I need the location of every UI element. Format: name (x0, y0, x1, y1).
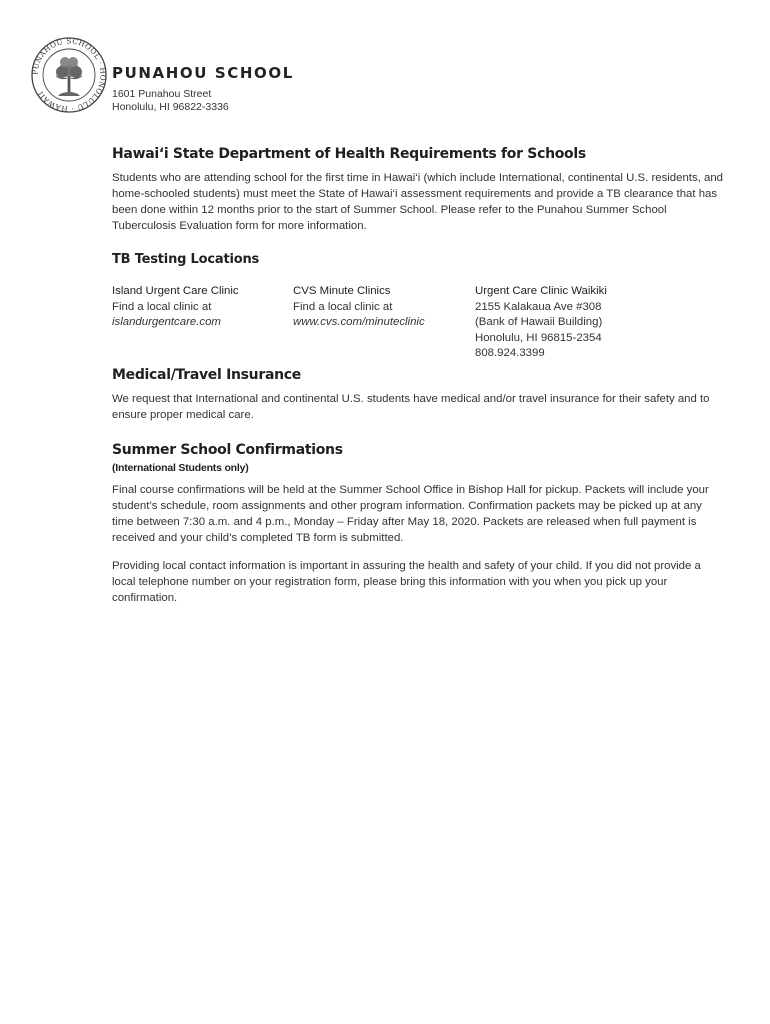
health-requirements-heading: Hawai‘i State Department of Health Requirements for Schools (112, 146, 586, 162)
clinic-city: Honolulu, HI 96815-2354 (475, 331, 602, 344)
confirmations-body-2: Providing local contact information is important in assuring the health and safety of your child. If you did not provide a local telephone number on your registration form, please bring this information with you when you pick up your confirmation. (112, 560, 701, 604)
address-line-1: 1601 Punahou Street (112, 88, 212, 100)
address-line-2: Honolulu, HI 96822-3336 (112, 101, 229, 113)
insurance-heading: Medical/Travel Insurance (112, 367, 301, 383)
clinic-cvs-minute (293, 284, 425, 331)
health-requirements-body: Students who are attending school for the first time in Hawai‘i (which include International, continental U.S. residents, and home-schooled students) must meet the State of Hawai‘i assessment requirements and provide a TB clearance that has been done within 12 months prior to the start of Summer School. Please refer to the Punahou Summer School Tuberculosis Evaluation form for more information. (112, 172, 723, 232)
clinic-name: CVS Minute Clinics (293, 285, 391, 297)
clinic-urgent-care-waikiki (475, 284, 607, 362)
confirmations-subheading: (International Students only) (112, 462, 249, 474)
tb-testing-heading: TB Testing Locations (112, 252, 260, 267)
clinic-line: Find a local clinic at (293, 300, 393, 313)
clinic-building: (Bank of Hawaii Building) (475, 316, 603, 328)
clinic-name: Urgent Care Clinic Waikiki (475, 285, 607, 297)
clinic-name: Island Urgent Care Clinic (112, 285, 239, 297)
school-address (112, 88, 229, 114)
clinic-address: 2155 Kalakaua Ave #308 (475, 300, 602, 313)
confirmations-body-1: Final course confirmations will be held at the Summer School Office in Bishop Hall for pickup. Packets will include your student’s schedule, room assignments and other program information. Confirmation packets may be picked up at any time between 7:30 a.m. and 4 p.m., Monday – Friday after May 18, 2020. Packets are released when full payment is received and your child’s completed TB form is submitted. (112, 484, 709, 544)
clinic-website: www.cvs.com/minuteclinic (293, 316, 425, 328)
clinic-island-urgent-care (112, 284, 239, 331)
seal-text: PUNAHOU SCHOOL · HONOLULU · HAWAII (30, 36, 108, 114)
punahou-seal-logo (30, 36, 108, 114)
insurance-body: We request that International and continental U.S. students have medical and/or travel insurance for their safety and to ensure proper medical care. (112, 393, 710, 421)
clinic-line: Find a local clinic at (112, 300, 212, 313)
clinic-website: islandurgentcare.com (112, 316, 221, 328)
clinic-phone: 808.924.3399 (475, 347, 545, 359)
confirmations-heading: Summer School Confirmations (112, 442, 343, 458)
school-name: PUNAHOU SCHOOL (112, 64, 294, 82)
